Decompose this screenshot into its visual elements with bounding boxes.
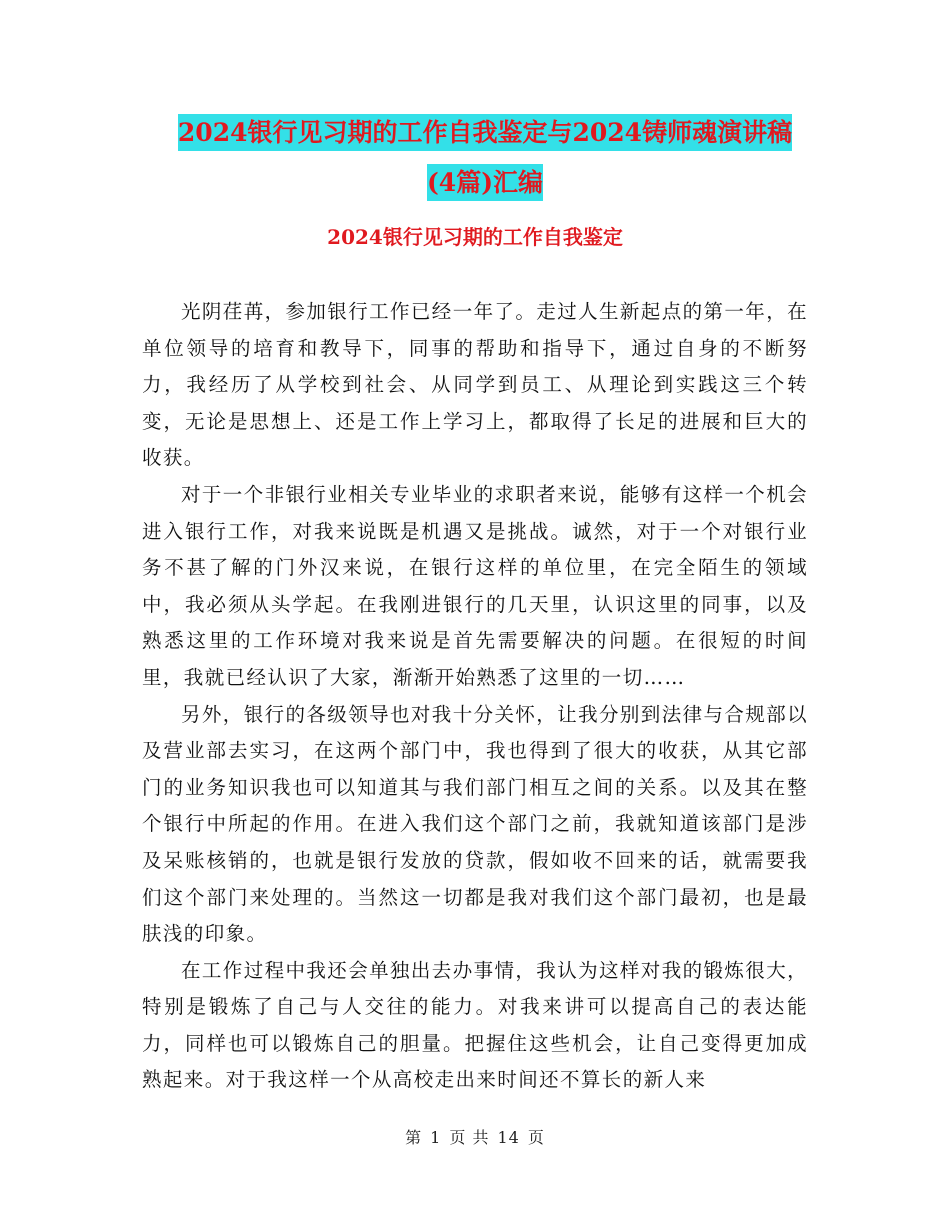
section-title: 2024银行见习期的工作自我鉴定 (327, 225, 623, 249)
paragraph: 对于一个非银行业相关专业毕业的求职者来说，能够有这样一个机会进入银行工作，对我来说既是机遇又是挑战。诚然，对于一个对银行业务不甚了解的门外汉来说，在银行这样的单位里，在完全陌生的领域中，我必须从头学起。在我刚进银行的几天里，认识这里的同事，以及熟悉这里的工作环境对我来说是首先需要解决的问题。在很短的时间里，我就已经认识了大家，渐渐开始熟悉了这里的一切…… (142, 482, 809, 689)
footer-mid: 页 共 (449, 1128, 490, 1147)
body-text (142, 294, 808, 1099)
footer-page-total: 14 (497, 1128, 520, 1147)
title-line-2: (4篇)汇编 (427, 164, 543, 201)
footer-suffix: 页 (527, 1128, 545, 1147)
paragraph: 在工作过程中我还会单独出去办事情，我认为这样对我的锻炼很大，特别是锻炼了自己与人交往的能力。对我来讲可以提高自己的表达能力，同样也可以锻炼自己的胆量。把握住这些机会，让自己变得更加成熟起来。对于我这样一个从高校走出来时间还不算长的新人来 (142, 958, 809, 1092)
page-footer (0, 1127, 950, 1149)
paragraph: 光阴荏苒，参加银行工作已经一年了。走过人生新起点的第一年，在单位领导的培育和教导下，同事的帮助和指导下，通过自身的不断努力，我经历了从学校到社会、从同学到员工、从理论到实践这三个转变，无论是思想上、还是工作上学习上，都取得了长足的进展和巨大的收获。 (142, 300, 809, 470)
paragraph: 另外，银行的各级领导也对我十分关怀，让我分别到法律与合规部以及营业部去实习，在这两个部门中，我也得到了很大的收获，从其它部门的业务知识我也可以知道其与我们部门相互之间的关系。以及其在整个银行中所起的作用。在进入我们这个部门之前，我就知道该部门是涉及呆账核销的，也就是银行发放的贷款，假如收不回来的话，就需要我们这个部门来处理的。当然这一切都是我对我们这个部门最初，也是最肤浅的印象。 (142, 702, 809, 946)
title-line-1: 2024银行见习期的工作自我鉴定与2024铸师魂演讲稿 (178, 114, 792, 151)
footer-page-number: 1 (430, 1128, 442, 1147)
document-title (140, 108, 830, 208)
footer-prefix: 第 (405, 1128, 423, 1147)
